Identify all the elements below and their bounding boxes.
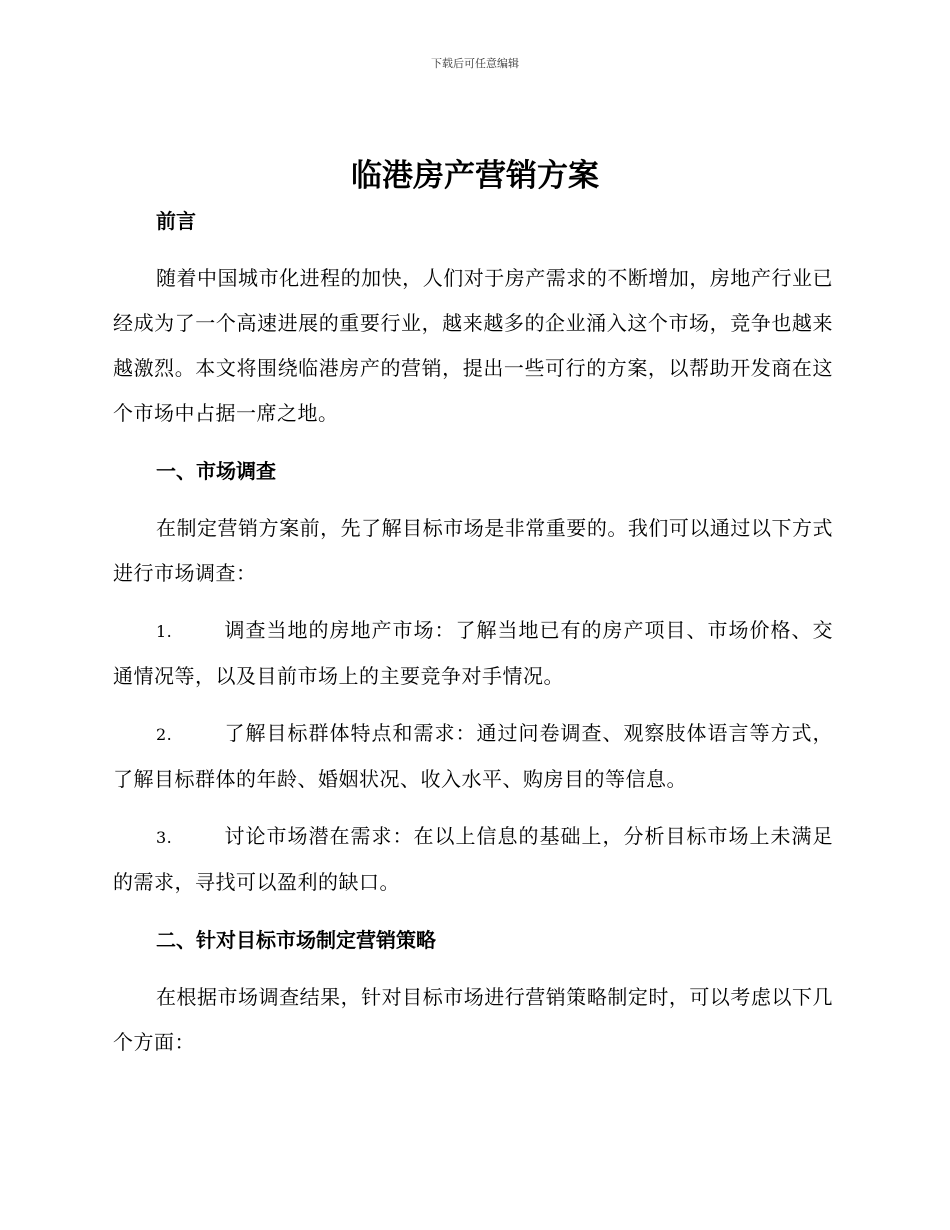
- preface-paragraph: 随着中国城市化进程的加快，人们对于房产需求的不断增加，房地产行业已经成为了一个高速进展的重要行业，越来越多的企业涌入这个市场，竞争也越来越激烈。本文将围绕临港房产的营销，提出一些可行的方案，以帮助开发商在这个市场中占据一席之地。: [113, 266, 833, 425]
- list-item: [113, 711, 833, 802]
- list-item: [113, 608, 833, 699]
- list-item-text: 了解目标群体特点和需求：通过问卷调查、观察肢体语言等方式，了解目标群体的年龄、婚姻状况、收入水平、购房目的等信息。: [113, 721, 833, 791]
- section-2-intro: 在根据市场调查结果，针对目标市场进行营销策略制定时，可以考虑以下几个方面：: [113, 985, 833, 1054]
- section-1-heading: 一、市场调查: [156, 459, 276, 483]
- list-item-number: 1.: [156, 622, 173, 641]
- list-item-number: 3.: [156, 828, 173, 847]
- list-item-text: 讨论市场潜在需求：在以上信息的基础上，分析目标市场上未满足的需求，寻找可以盈利的缺口。: [113, 824, 833, 894]
- list-item: [113, 814, 833, 905]
- list-item-number: 2.: [156, 725, 173, 744]
- list-item-text: 调查当地的房地产市场：了解当地已有的房产项目、市场价格、交通情况等，以及目前市场上的主要竞争对手情况。: [113, 618, 833, 688]
- preface-heading: 前言: [156, 209, 196, 233]
- header-note: 下载后可任意编辑: [431, 57, 519, 70]
- document-title: 临港房产营销方案: [351, 158, 599, 194]
- document-body: [113, 198, 833, 1077]
- section-2-heading: 二、针对目标市场制定营销策略: [156, 928, 436, 952]
- section-1-intro: 在制定营销方案前，先了解目标市场是非常重要的。我们可以通过以下方式进行市场调查：: [113, 516, 833, 585]
